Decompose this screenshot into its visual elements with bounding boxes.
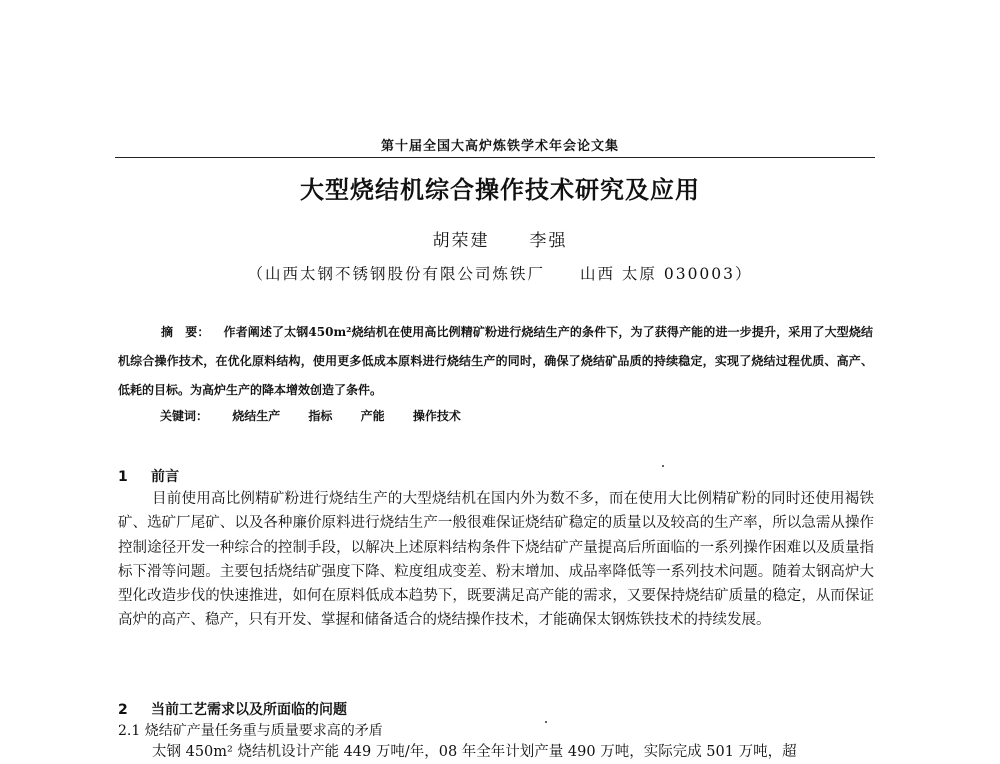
author-list: [0, 226, 1000, 251]
subsection-heading: 2.1 烧结矿产量任务重与质量要求高的矛盾: [118, 723, 383, 739]
proceedings-header: 第十届全国大高炉炼铁学术年会论文集: [380, 139, 619, 154]
keywords-label: 关键词：: [160, 409, 209, 423]
keyword: 产能: [360, 409, 385, 423]
section-title: 前言: [151, 469, 179, 485]
paper-title: 大型烧结机综合操作技术研究及应用: [300, 176, 700, 204]
section-paragraph: 太钢 450m² 烧结机设计产能 449 万吨/年，08 年全年计划产量 490 万吨，实际完成 501 万吨，超: [152, 744, 797, 760]
keyword: 指标: [308, 409, 333, 423]
author-affiliation: （山西太钢不锈钢股份有限公司炼铁厂 山西 太原 030003）: [247, 265, 753, 283]
scan-speck: [545, 721, 547, 723]
abstract: [118, 318, 873, 405]
section-number: 2: [118, 702, 128, 718]
section-heading: [118, 466, 179, 486]
abstract-label: 摘 要：: [161, 325, 210, 339]
author-name: 胡荣建: [432, 231, 490, 251]
keywords: [160, 407, 485, 424]
section-title: 当前工艺需求以及所面临的问题: [151, 702, 347, 718]
section-paragraph: 目前使用高比例精矿粉进行烧结生产的大型烧结机在国内外为数不多，而在使用大比例精矿粉的同时还使用褐铁矿、选矿厂尾矿、以及各种廉价原料进行烧结生产一般很难保证烧结矿稳定的质量以及较高的生产率，所以急需从操作控制途径开发一种综合的控制手段，以解决上述原料结构条件下烧结矿产量提高后所面临的一系列操作困难以及质量指标下滑等问题。主要包括烧结矿强度下降、粒度组成变差、粉末增加、成品率降低等一系列技术问题。随着太钢高炉大型化改造步伐的快速推进，如何在原料低成本趋势下，既要满足高产能的需求，又要保持烧结矿质量的稳定，从而保证高炉的高产、稳产，只有开发、掌握和储备适合的烧结操作技术，才能确保太钢炼铁技术的持续发展。: [118, 491, 874, 629]
keyword: 操作技术: [412, 409, 461, 423]
author-name: 李强: [529, 231, 568, 251]
section-number: 1: [118, 469, 128, 485]
header-rule: [115, 157, 875, 158]
abstract-text: 作者阐述了太钢450m²烧结机在使用高比例精矿粉进行烧结生产的条件下，为了获得产能的进一步提升，采用了大型烧结机综合操作技术，在优化原料结构，使用更多低成本原料进行烧结生产的同时，确保了烧结矿品质的持续稳定，实现了烧结过程优质、高产、低耗的目标。为高炉生产的降本增效创造了条件。: [118, 325, 873, 397]
scan-speck: [662, 465, 664, 467]
keyword: 烧结生产: [232, 409, 281, 423]
section-heading: [118, 699, 347, 719]
